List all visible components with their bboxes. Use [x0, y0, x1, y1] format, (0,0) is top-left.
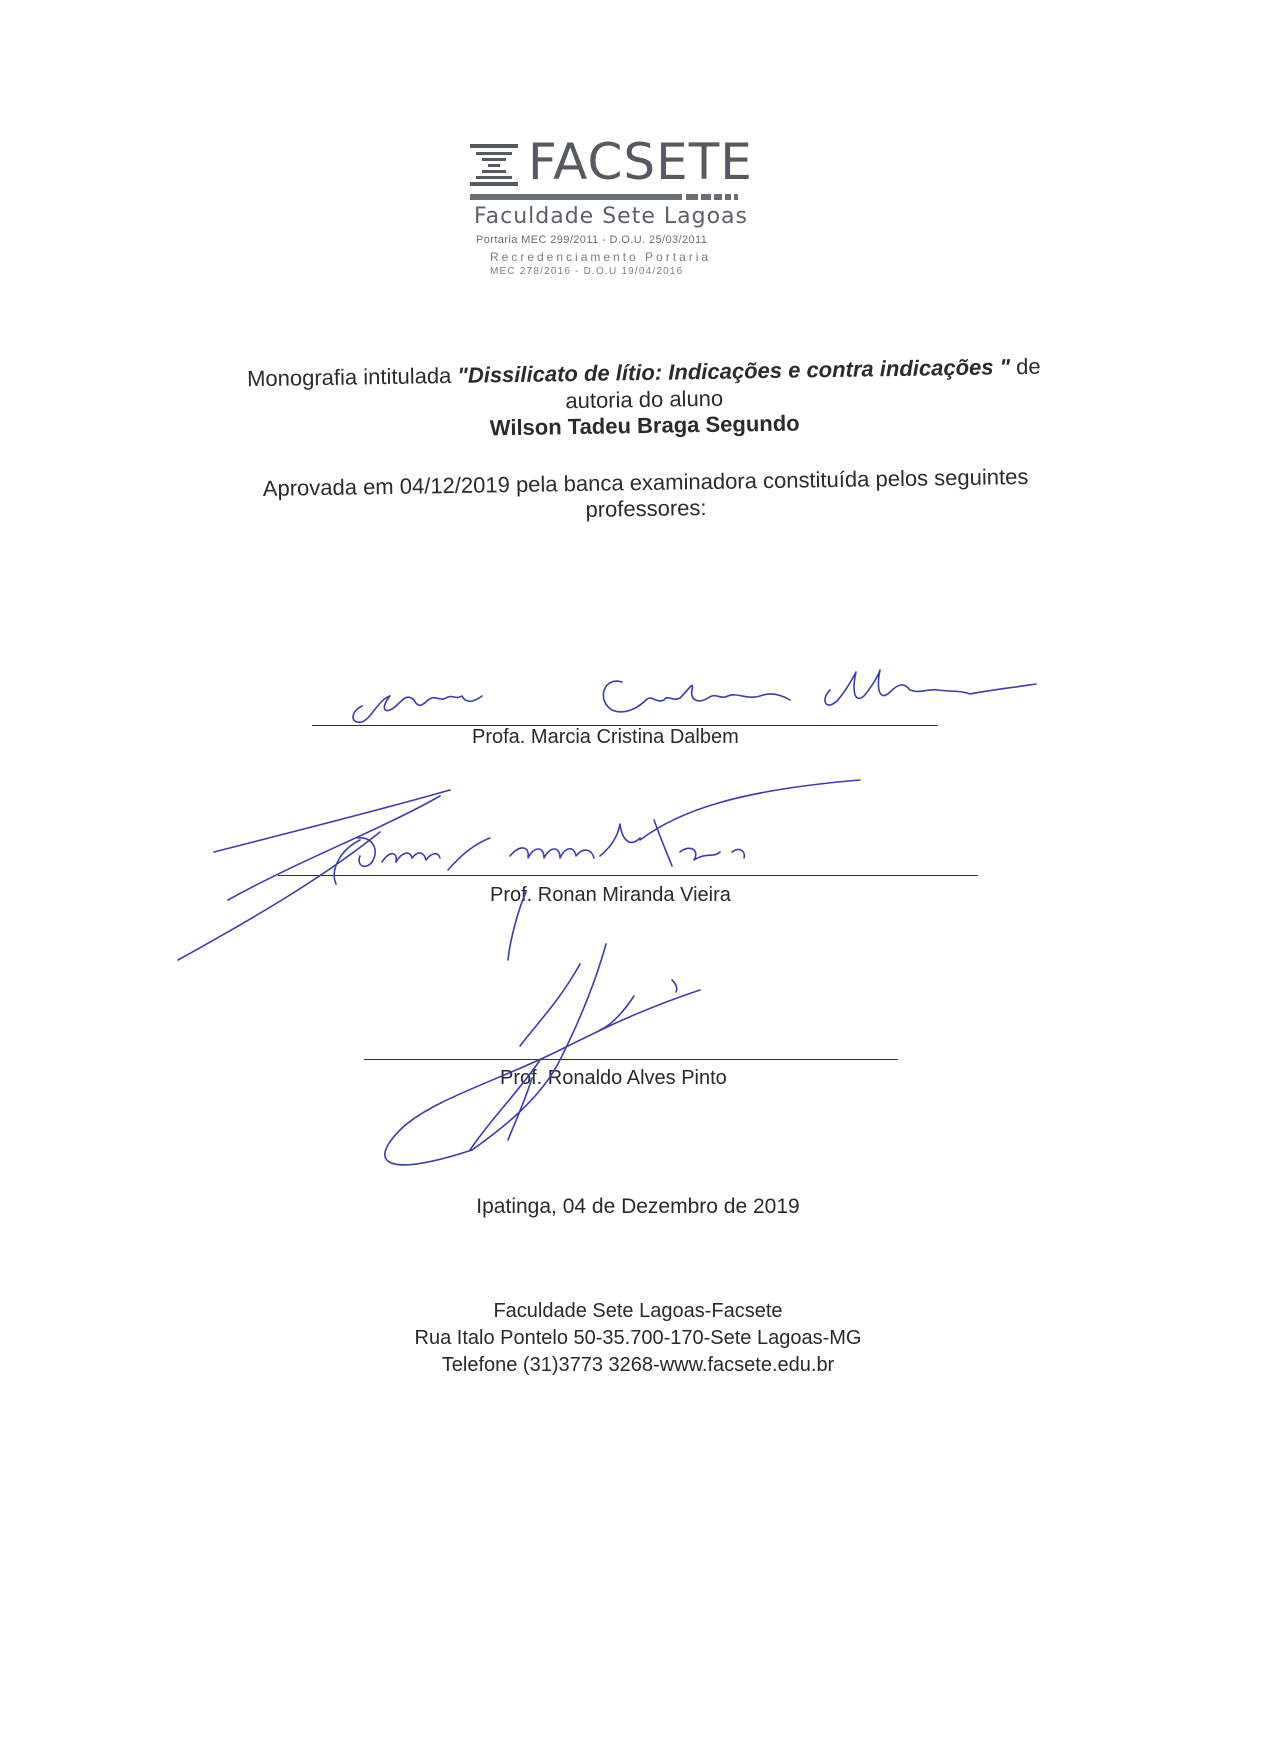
footer-institution: Faculdade Sete Lagoas-Facsete: [493, 1300, 783, 1322]
signature-marcia-dalbem: [353, 670, 1036, 722]
logo-ordinance-2016: MEC 278/2016 - D.O.U 19/04/2016: [490, 266, 684, 277]
place-and-date: Ipatinga, 04 de Dezembro de 2019: [476, 1195, 800, 1218]
logo-subtitle: Faculdade Sete Lagoas: [474, 204, 748, 229]
approval-line-2: professores:: [585, 494, 707, 522]
approval-line-1: Aprovada em 04/12/2019 pela banca examinadora constituída pelos seguintes: [262, 463, 1029, 501]
signature-ronaldo-pinto: [385, 944, 700, 1165]
examiner-1-name: Profa. Marcia Cristina Dalbem: [472, 726, 739, 748]
signature-ronan-vieira: [178, 780, 860, 960]
intro-prefix: Monografia intitulada: [246, 362, 458, 392]
logo-ordinance: Portaria MEC 299/2011 - D.O.U. 25/03/2011: [476, 234, 708, 246]
logo-reaccreditation: Recredenciamento Portaria: [490, 250, 712, 264]
student-name: Wilson Tadeu Braga Segundo: [489, 410, 800, 441]
monograph-title: "Dissilicato de lítio: Indicações e contra indicações ": [457, 354, 1011, 388]
intro-suffix: de: [1009, 353, 1041, 380]
authorship-line: autoria do aluno: [565, 385, 724, 414]
examiner-3-name: Prof. Ronaldo Alves Pinto: [500, 1067, 727, 1089]
logo-name: FACSETE: [528, 133, 753, 191]
footer-address: Rua Italo Pontelo 50-35.700-170-Sete Lagoas-MG: [414, 1327, 862, 1349]
examiner-2-name: Prof. Ronan Miranda Vieira: [490, 884, 731, 906]
footer-phone: Telefone (31)3773 3268-www.facsete.edu.br: [441, 1354, 835, 1376]
